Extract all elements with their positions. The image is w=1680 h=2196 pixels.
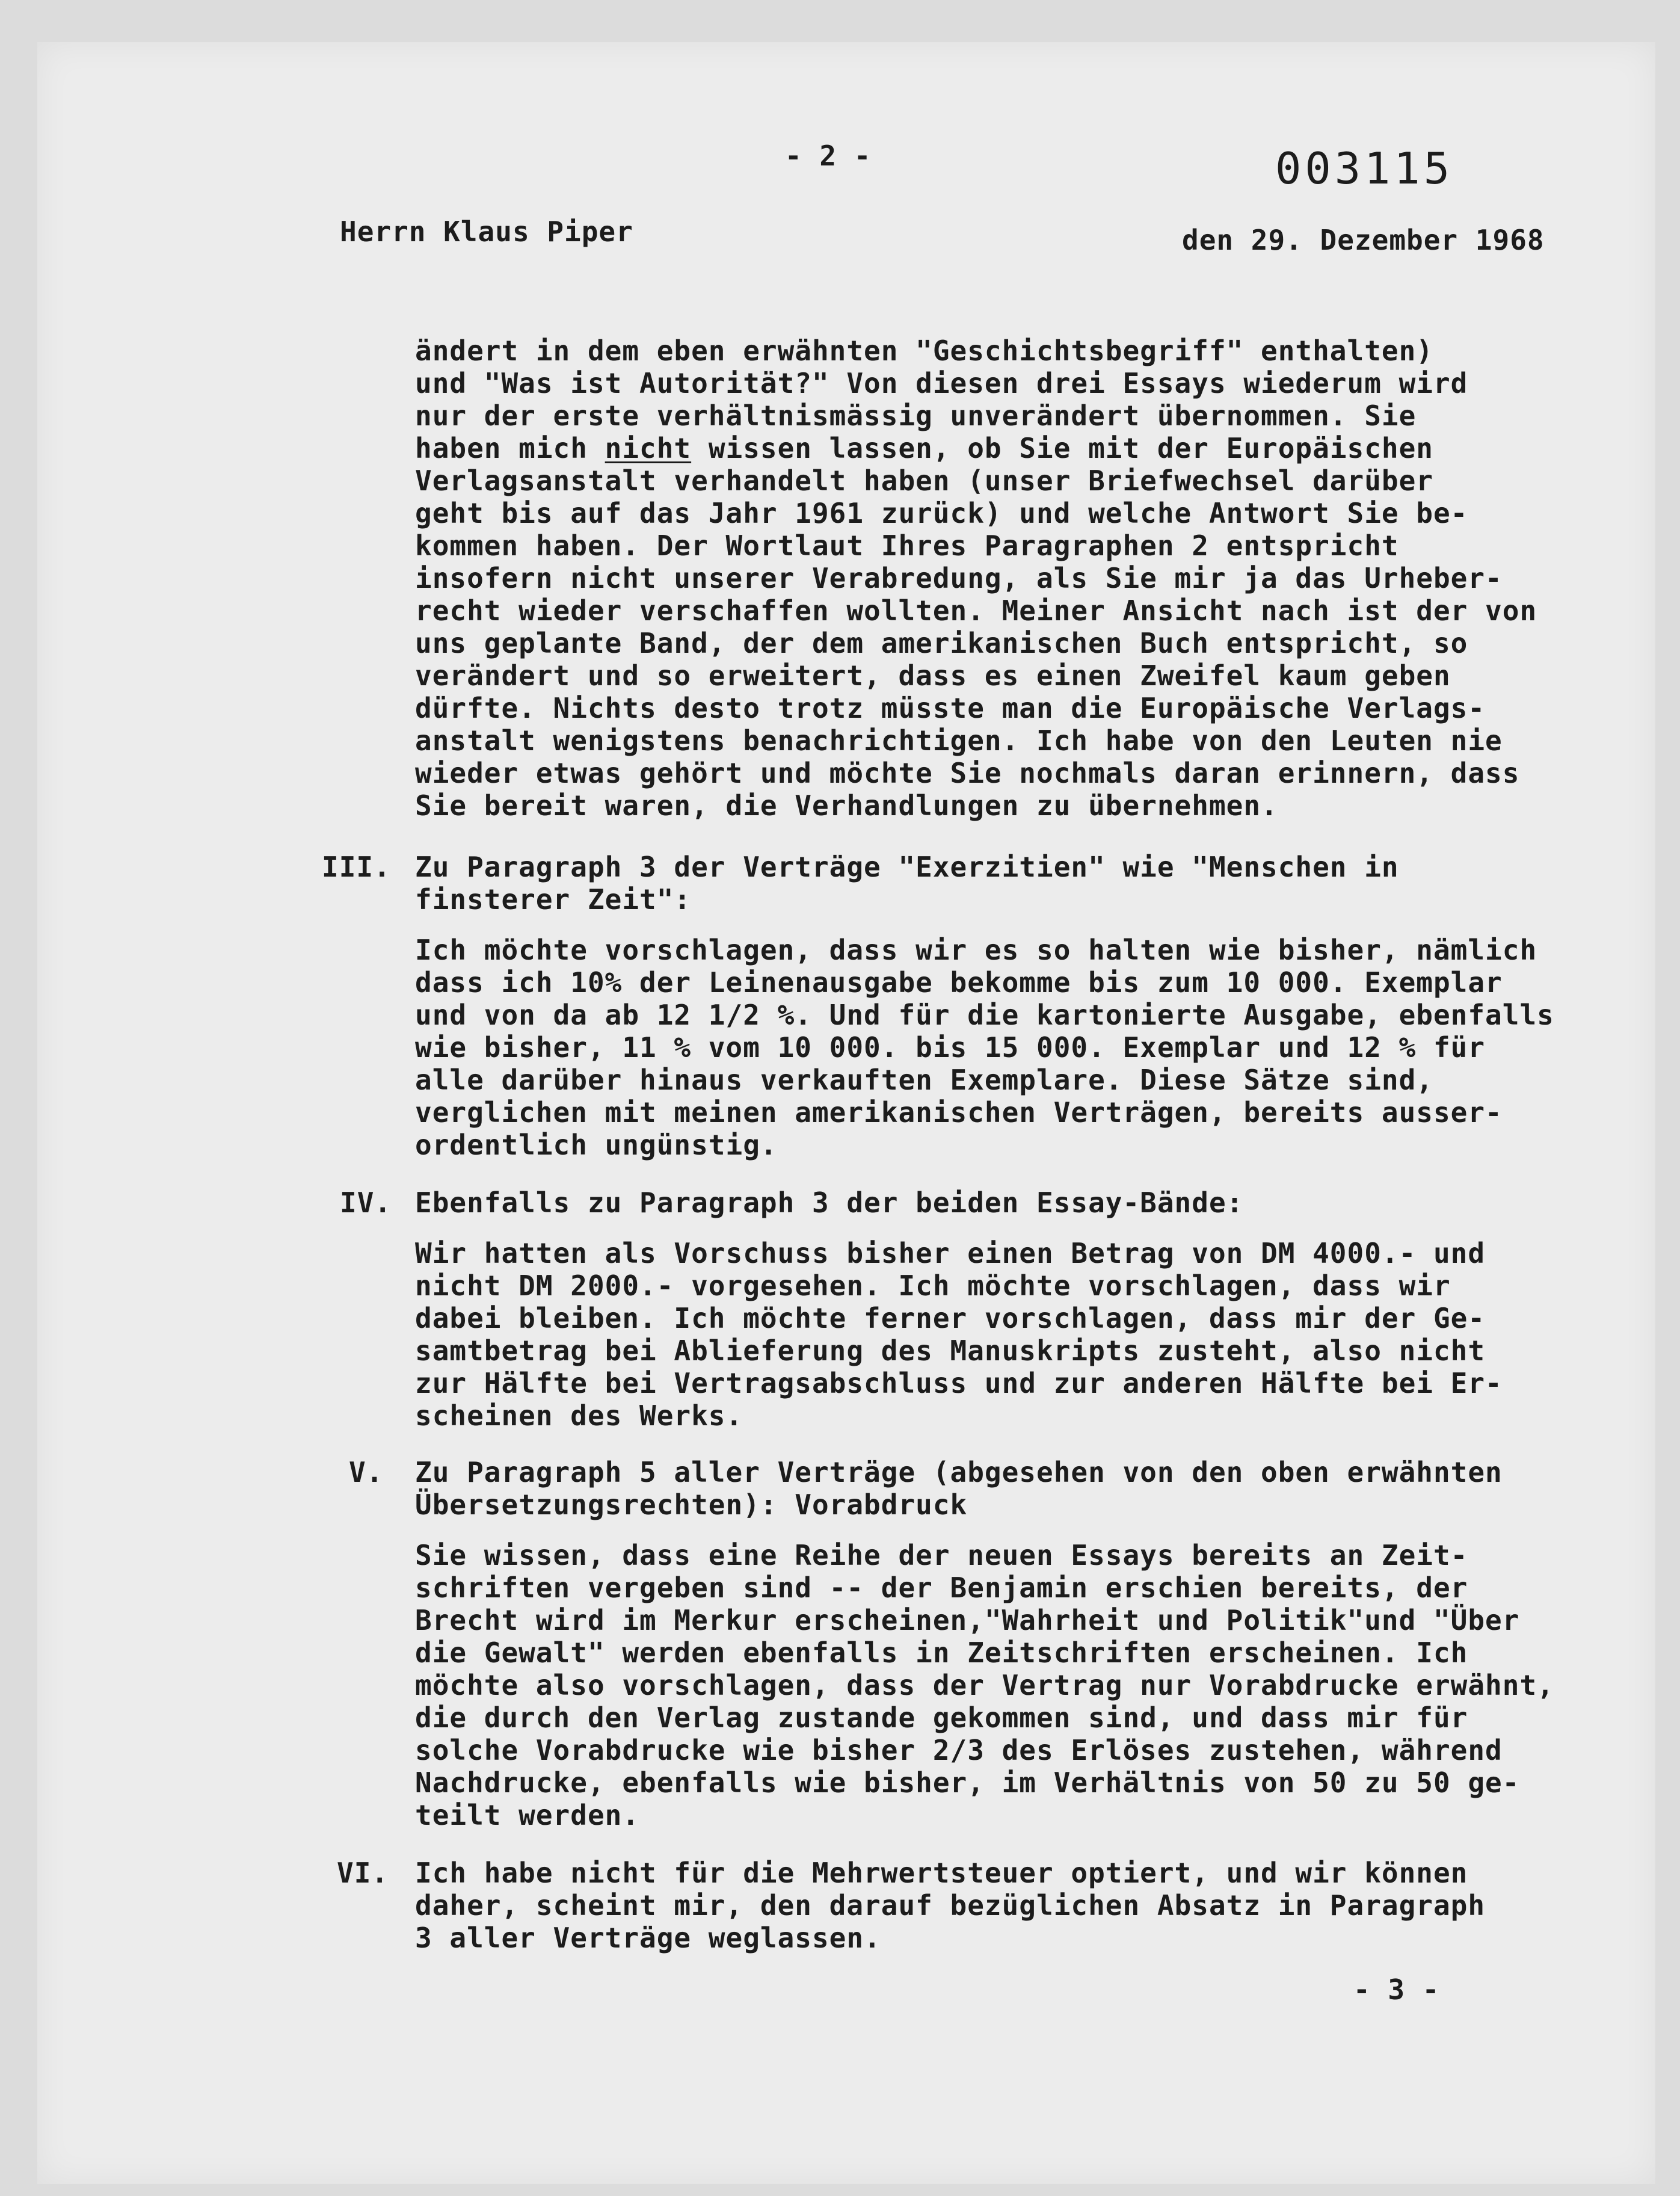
text-line: die Gewalt" werden ebenfalls in Zeitschriften erscheinen. Ich [415,1636,1468,1669]
section-numeral: III. [322,851,391,883]
section-heading: finsterer Zeit": [415,883,692,916]
next-page-marker: - 3 - [1353,1973,1440,2006]
text-line: alle darüber hinaus verkauften Exemplare. Diese Sätze sind, [415,1064,1433,1096]
text-segment: wissen lassen, ob Sie mit der Europäischen [691,432,1433,464]
text-line: ändert in dem eben erwähnten "Geschichtsbegriff" enthalten) [415,335,1433,367]
underlined-word: nicht [605,432,692,464]
page-number-marker: - 2 - [785,140,872,172]
section-numeral: VI. [337,1857,389,1889]
section-numeral: IV. [340,1186,392,1219]
section-heading: Zu Paragraph 5 aller Verträge (abgesehen von den oben erwähnten [415,1456,1503,1488]
text-line: Sie wissen, dass eine Reihe der neuen Essays bereits an Zeit- [415,1539,1468,1571]
text-line: nicht DM 2000.- vorgesehen. Ich möchte vorschlagen, dass wir [415,1269,1451,1302]
text-line: dass ich 10% der Leinenausgabe bekomme bis zum 10 000. Exemplar [415,966,1503,999]
text-line: Nachdrucke, ebenfalls wie bisher, im Verhältnis von 50 zu 50 ge- [415,1766,1520,1799]
text-line: Wir hatten als Vorschuss bisher einen Betrag von DM 4000.- und [415,1237,1486,1269]
text-line: nur der erste verhältnismässig unverändert übernommen. Sie [415,399,1417,432]
text-line [415,432,1433,464]
section-heading: Ebenfalls zu Paragraph 3 der beiden Essay-Bände: [415,1186,1244,1219]
text-line: Ich habe nicht für die Mehrwertsteuer optiert, und wir können [415,1857,1468,1889]
text-line: uns geplante Band, der dem amerikanischen Buch entspricht, so [415,627,1468,659]
letter-date: den 29. Dezember 1968 [1182,224,1545,256]
text-line: Ich möchte vorschlagen, dass wir es so halten wie bisher, nämlich [415,934,1537,966]
text-line: 3 aller Verträge weglassen. [415,1922,881,1954]
text-line: recht wieder verschaffen wollten. Meiner Ansicht nach ist der von [415,594,1537,627]
section-heading: Zu Paragraph 3 der Verträge "Exerzitien" wie "Menschen in [415,851,1399,883]
text-line: und "Was ist Autorität?" Von diesen drei Essays wiederum wird [415,367,1468,399]
text-line: und von da ab 12 1/2 %. Und für die kartonierte Ausgabe, ebenfalls [415,999,1554,1031]
text-line: daher, scheint mir, den darauf bezüglichen Absatz in Paragraph [415,1889,1486,1922]
text-line: solche Vorabdrucke wie bisher 2/3 des Erlöses zustehen, während [415,1734,1503,1766]
text-line: dürfte. Nichts desto trotz müsste man die Europäische Verlags- [415,692,1486,724]
text-line: anstalt wenigstens benachrichtigen. Ich habe von den Leuten nie [415,724,1503,757]
text-segment: haben mich [415,432,605,464]
text-line: wie bisher, 11 % vom 10 000. bis 15 000. Exemplar und 12 % für [415,1031,1486,1064]
text-line: Brecht wird im Merkur erscheinen,"Wahrheit und Politik"und "Über [415,1604,1520,1636]
text-line: teilt werden. [415,1799,640,1831]
text-line: möchte also vorschlagen, dass der Vertrag nur Vorabdrucke erwähnt, [415,1669,1554,1701]
text-line: zur Hälfte bei Vertragsabschluss und zur anderen Hälfte bei Er- [415,1367,1503,1399]
text-line: Verlagsanstalt verhandelt haben (unser Briefwechsel darüber [415,464,1433,497]
text-line: ordentlich ungünstig. [415,1129,778,1161]
recipient: Herrn Klaus Piper [340,215,633,248]
text-line: insofern nicht unserer Verabredung, als Sie mir ja das Urheber- [415,562,1503,594]
text-line: geht bis auf das Jahr 1961 zurück) und welche Antwort Sie be- [415,497,1468,529]
text-line: scheinen des Werks. [415,1399,743,1432]
text-line: dabei bleiben. Ich möchte ferner vorschlagen, dass mir der Ge- [415,1302,1486,1334]
text-line: samtbetrag bei Ablieferung des Manuskripts zusteht, also nicht [415,1334,1486,1367]
section-numeral: V. [349,1456,384,1488]
text-line: wieder etwas gehört und möchte Sie nochmals daran erinnern, dass [415,757,1520,789]
text-line: verglichen mit meinen amerikanischen Verträgen, bereits ausser- [415,1096,1503,1129]
text-line: kommen haben. Der Wortlaut Ihres Paragraphen 2 entspricht [415,529,1399,562]
document-number: 003115 [1275,143,1454,194]
text-line: schriften vergeben sind -- der Benjamin erschien bereits, der [415,1571,1468,1604]
text-line: die durch den Verlag zustande gekommen sind, und dass mir für [415,1701,1468,1734]
section-heading: Übersetzungsrechten): Vorabdruck [415,1488,968,1521]
text-line: verändert und so erweitert, dass es einen Zweifel kaum geben [415,659,1451,692]
text-line: Sie bereit waren, die Verhandlungen zu übernehmen. [415,789,1278,822]
